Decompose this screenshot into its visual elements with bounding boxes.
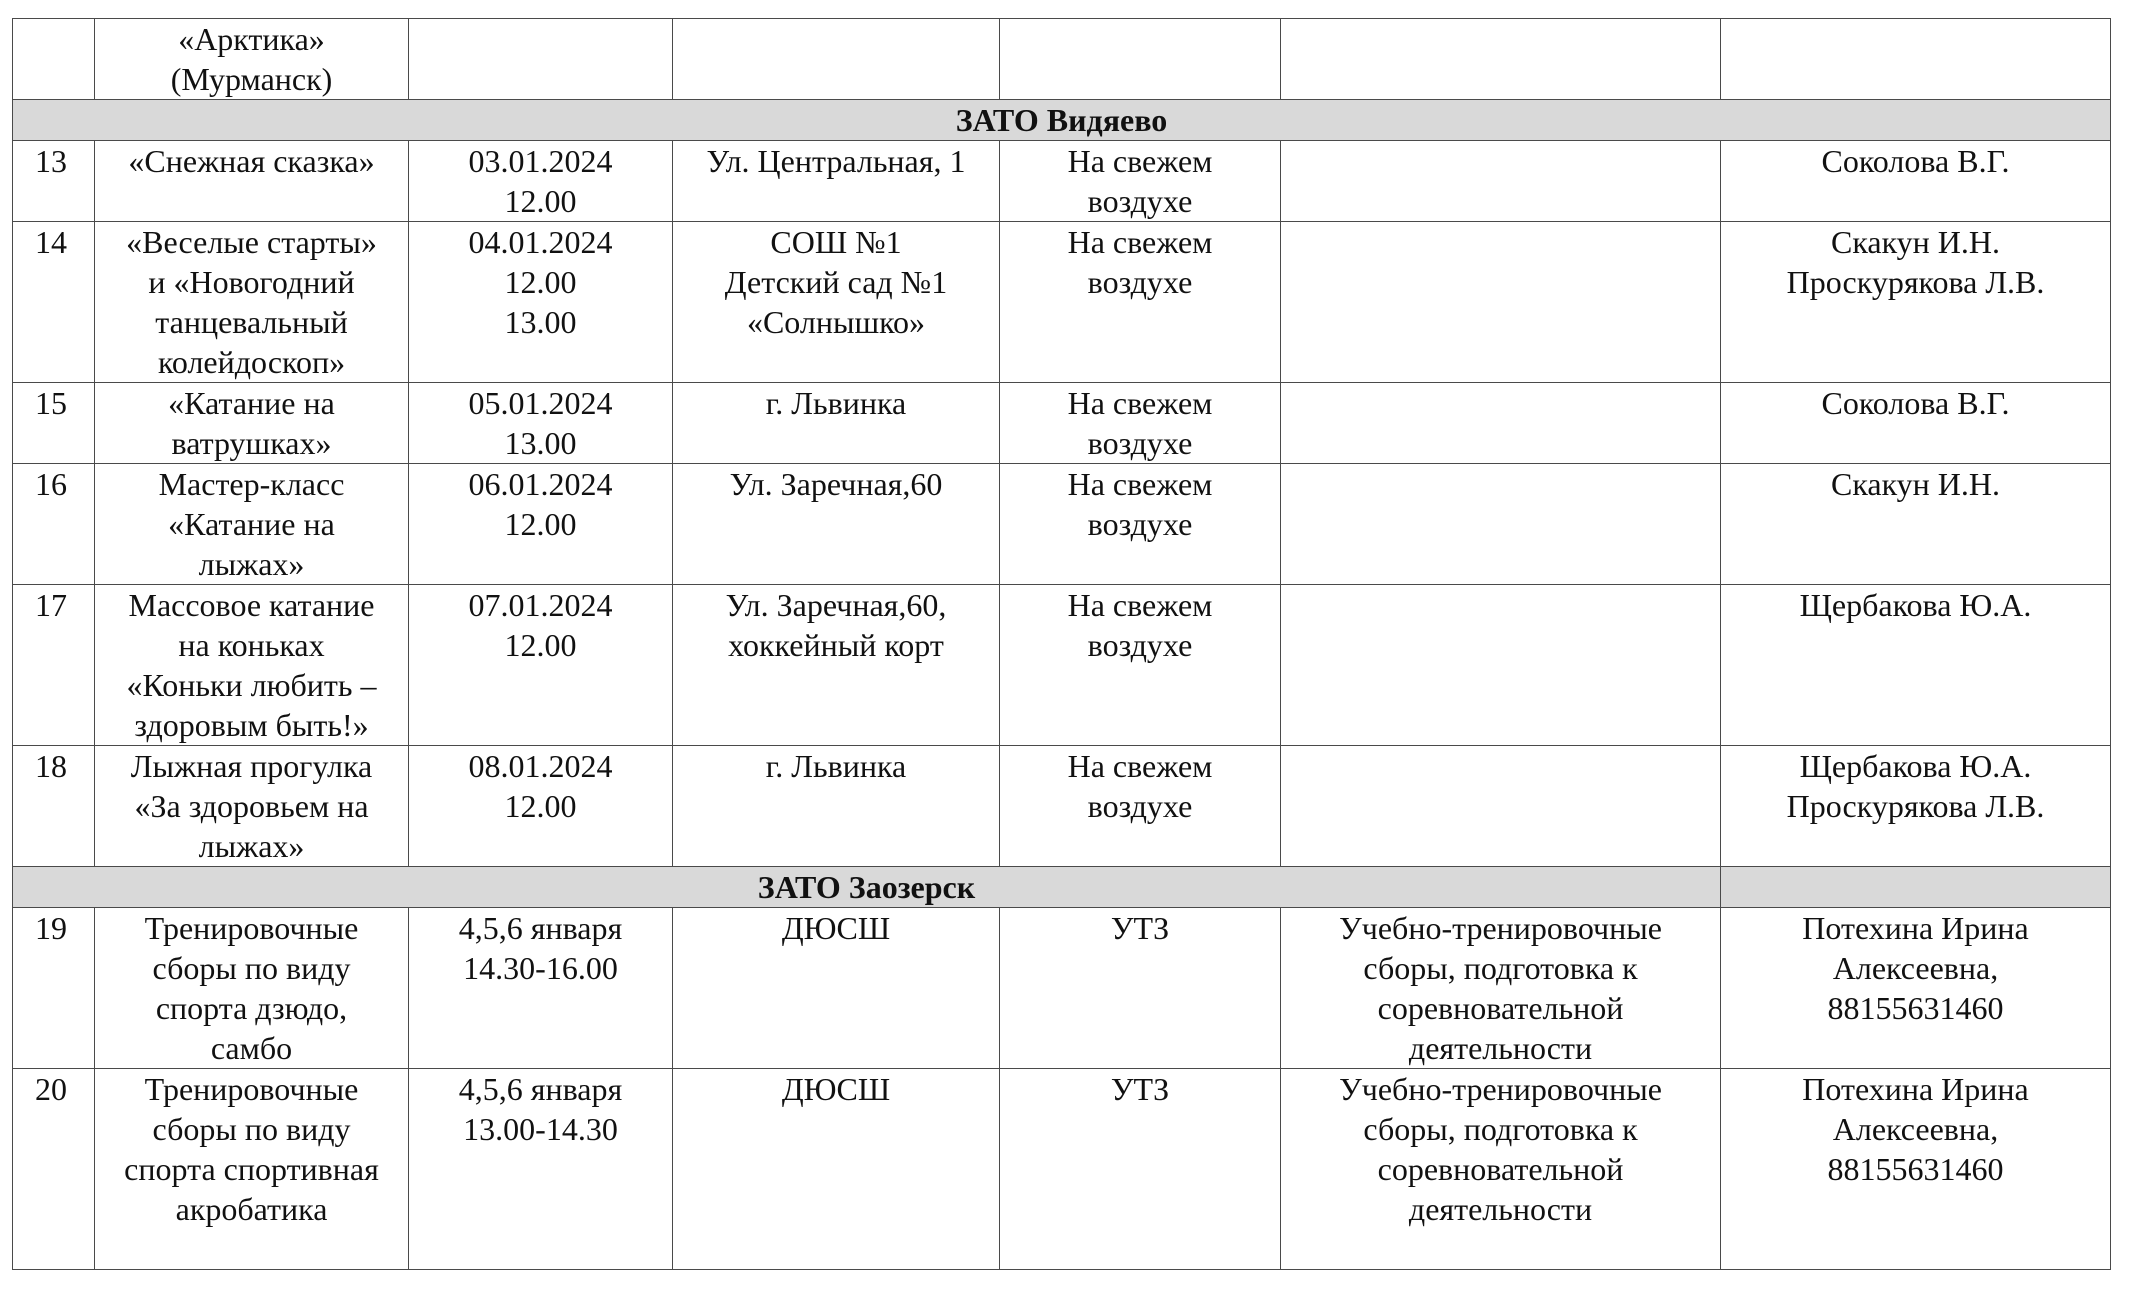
cell-datetime: 03.01.2024 12.00	[409, 141, 673, 222]
table-row	[13, 222, 2111, 383]
cell-form: На свежем воздухе	[1000, 222, 1281, 383]
cell-responsible: Скакун И.Н.	[1721, 464, 2111, 585]
cell-place: ДЮСШ	[673, 908, 1000, 1069]
section-title: ЗАТО Видяево	[13, 100, 2111, 141]
table-row	[13, 1069, 2111, 1270]
cell-event: Мастер-класс «Катание на лыжах»	[95, 464, 409, 585]
cell-place: г. Львинка	[673, 746, 1000, 867]
cell-place: г. Львинка	[673, 383, 1000, 464]
cell-datetime: 07.01.2024 12.00	[409, 585, 673, 746]
cell-form: УТЗ	[1000, 1069, 1281, 1270]
cell-form: На свежем воздухе	[1000, 141, 1281, 222]
section-header-vidyaevo	[13, 100, 2111, 141]
cell-form: На свежем воздухе	[1000, 464, 1281, 585]
cell-datetime	[409, 19, 673, 100]
cell-note: Учебно-тренировочные сборы, подготовка к соревновательной деятельности	[1281, 908, 1721, 1069]
cell-num: 19	[13, 908, 95, 1069]
cell-num: 20	[13, 1069, 95, 1270]
cell-place: СОШ №1 Детский сад №1 «Солнышко»	[673, 222, 1000, 383]
cell-responsible: Щербакова Ю.А. Проскурякова Л.В.	[1721, 746, 2111, 867]
table-row	[13, 141, 2111, 222]
table-row	[13, 464, 2111, 585]
cell-event: Тренировочные сборы по виду спорта дзюдо, самбо	[95, 908, 409, 1069]
cell-event: «Арктика» (Мурманск)	[95, 19, 409, 100]
table-row	[13, 585, 2111, 746]
cell-num: 13	[13, 141, 95, 222]
cell-event: «Снежная сказка»	[95, 141, 409, 222]
cell-responsible: Потехина Ирина Алексеевна, 88155631460	[1721, 908, 2111, 1069]
cell-place	[673, 19, 1000, 100]
cell-form	[1000, 19, 1281, 100]
cell-note	[1281, 746, 1721, 867]
cell-num: 14	[13, 222, 95, 383]
cell-responsible: Соколова В.Г.	[1721, 141, 2111, 222]
cell-responsible: Щербакова Ю.А.	[1721, 585, 2111, 746]
document-page	[12, 18, 2110, 1270]
cell-num: 16	[13, 464, 95, 585]
cell-place: Ул. Заречная,60, хоккейный корт	[673, 585, 1000, 746]
cell-form: На свежем воздухе	[1000, 585, 1281, 746]
cell-form: УТЗ	[1000, 908, 1281, 1069]
cell-note	[1281, 464, 1721, 585]
cell-responsible	[1721, 19, 2111, 100]
cell-datetime: 04.01.2024 12.00 13.00	[409, 222, 673, 383]
section-title: ЗАТО Заозерск	[13, 867, 1721, 908]
cell-note: Учебно-тренировочные сборы, подготовка к соревновательной деятельности	[1281, 1069, 1721, 1270]
cell-place: ДЮСШ	[673, 1069, 1000, 1270]
cell-place: Ул. Заречная,60	[673, 464, 1000, 585]
table-row	[13, 746, 2111, 867]
cell-form: На свежем воздухе	[1000, 746, 1281, 867]
cell-datetime: 08.01.2024 12.00	[409, 746, 673, 867]
table-row	[13, 908, 2111, 1069]
events-table	[12, 18, 2111, 1270]
cell-responsible: Скакун И.Н. Проскурякова Л.В.	[1721, 222, 2111, 383]
cell-num: 17	[13, 585, 95, 746]
section-header-zaozersk	[13, 867, 2111, 908]
cell-event: Массовое катание на коньках «Коньки любить – здоровым быть!»	[95, 585, 409, 746]
cell-event: Лыжная прогулка «За здоровьем на лыжах»	[95, 746, 409, 867]
cell-datetime: 4,5,6 января 14.30-16.00	[409, 908, 673, 1069]
section-title-empty-cell	[1721, 867, 2111, 908]
cell-event: «Катание на ватрушках»	[95, 383, 409, 464]
cell-datetime: 06.01.2024 12.00	[409, 464, 673, 585]
cell-note	[1281, 141, 1721, 222]
cell-place: Ул. Центральная, 1	[673, 141, 1000, 222]
cell-note	[1281, 585, 1721, 746]
cell-responsible: Соколова В.Г.	[1721, 383, 2111, 464]
cell-num: 18	[13, 746, 95, 867]
table-row	[13, 19, 2111, 100]
cell-event: Тренировочные сборы по виду спорта спортивная акробатика	[95, 1069, 409, 1270]
cell-note	[1281, 19, 1721, 100]
cell-num: 15	[13, 383, 95, 464]
cell-note	[1281, 222, 1721, 383]
cell-responsible: Потехина Ирина Алексеевна, 88155631460	[1721, 1069, 2111, 1270]
cell-event: «Веселые старты» и «Новогодний танцевальный колейдоскоп»	[95, 222, 409, 383]
cell-num	[13, 19, 95, 100]
cell-datetime: 4,5,6 января 13.00-14.30	[409, 1069, 673, 1270]
cell-datetime: 05.01.2024 13.00	[409, 383, 673, 464]
cell-form: На свежем воздухе	[1000, 383, 1281, 464]
table-row	[13, 383, 2111, 464]
cell-note	[1281, 383, 1721, 464]
